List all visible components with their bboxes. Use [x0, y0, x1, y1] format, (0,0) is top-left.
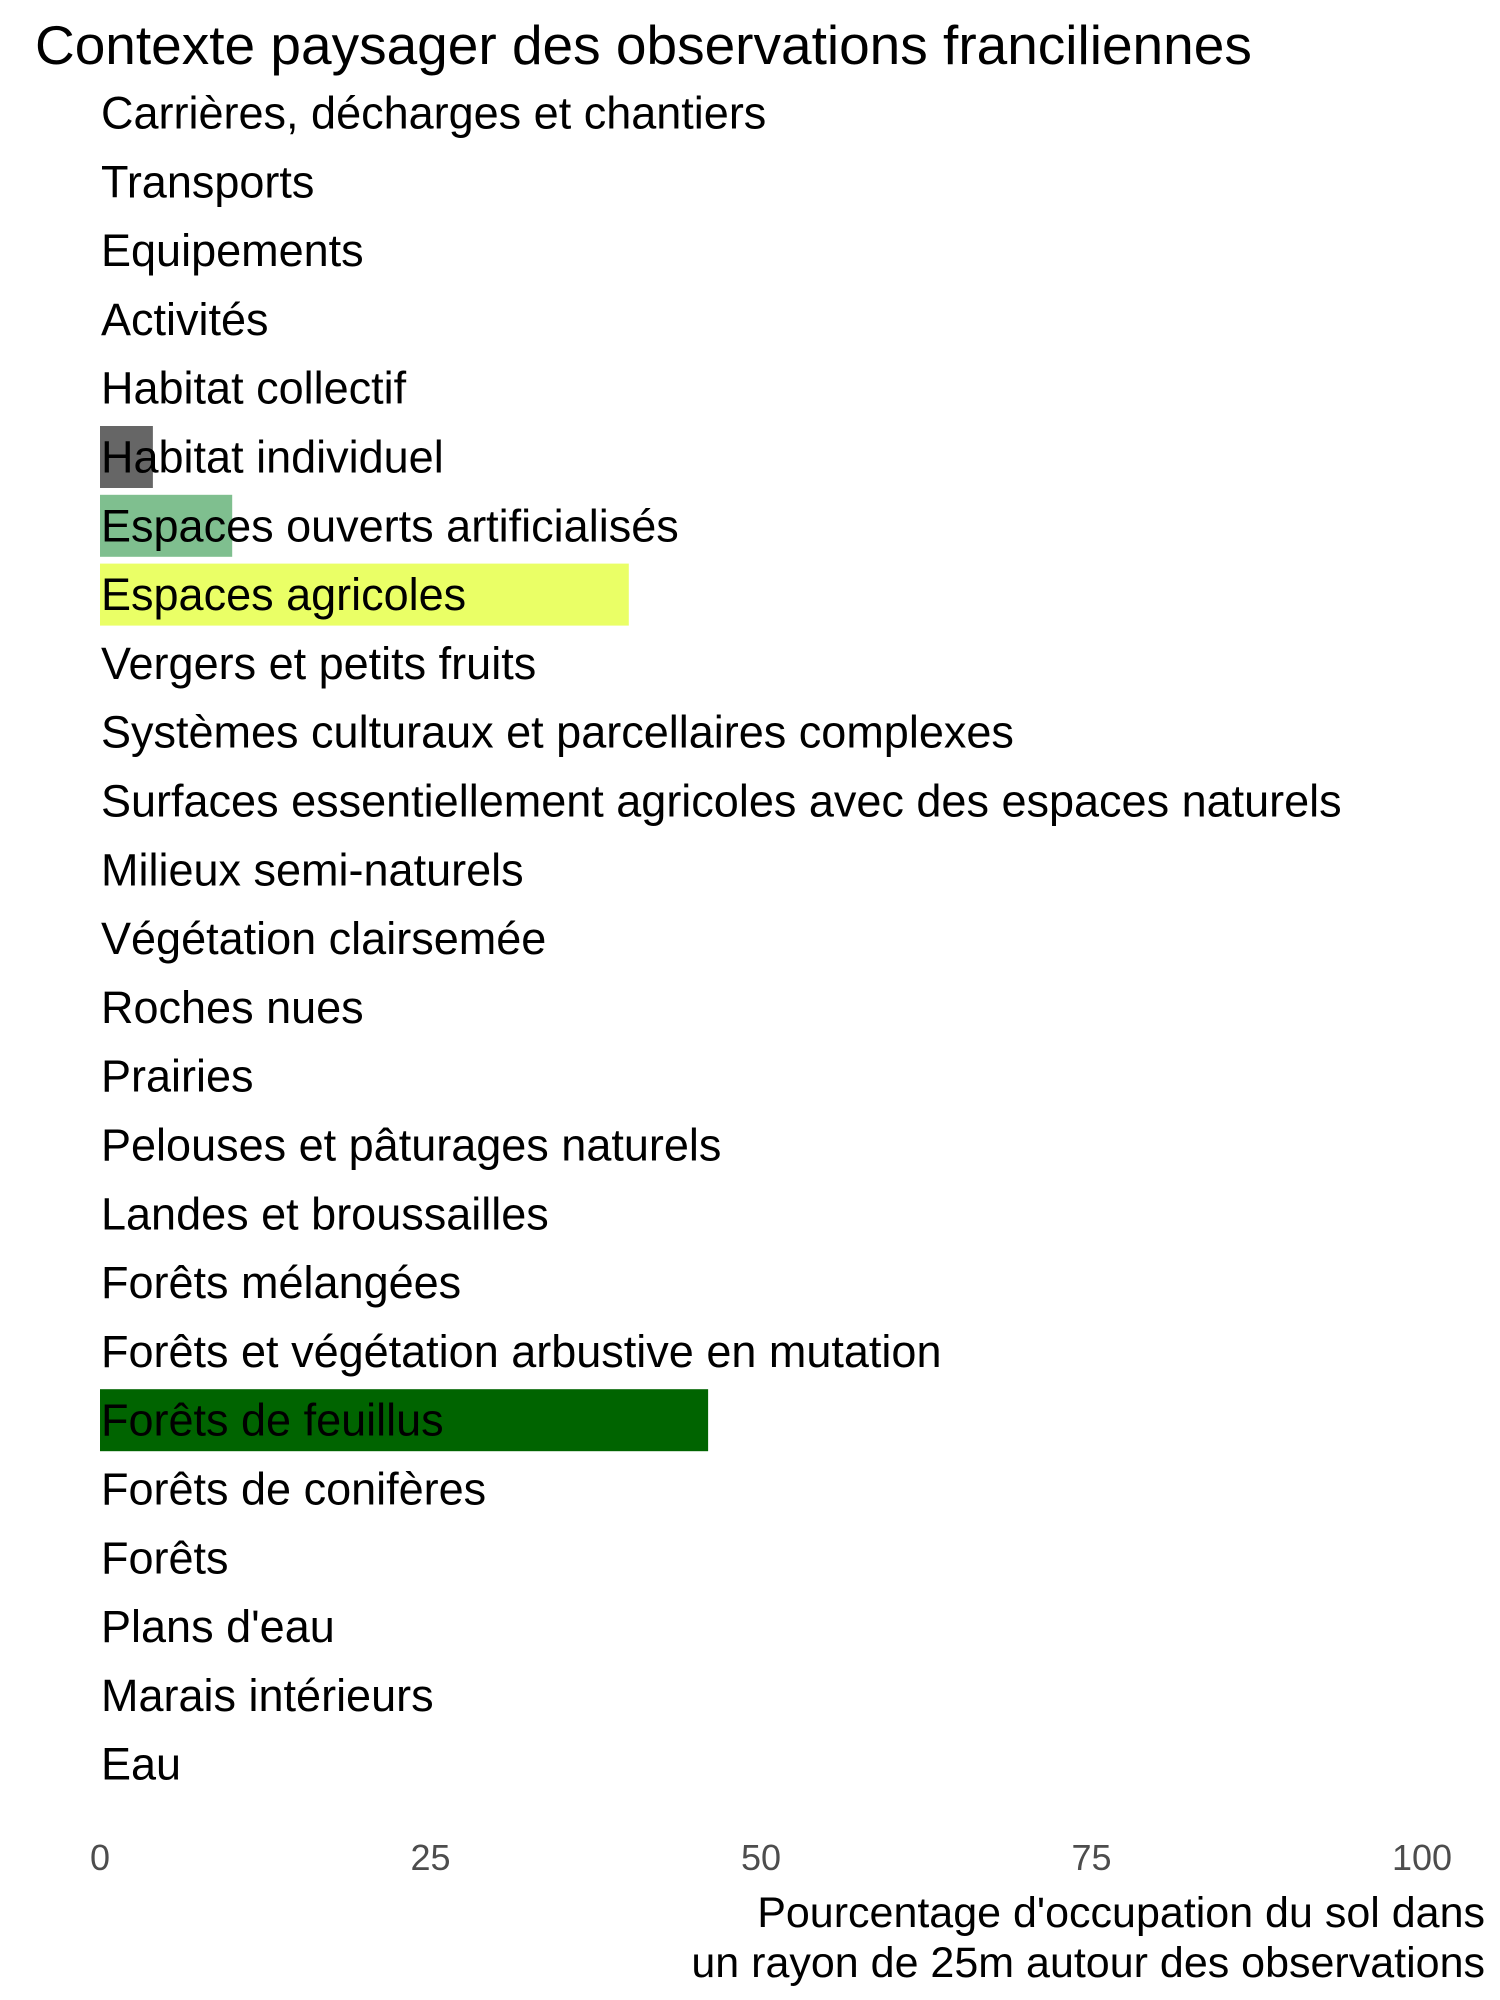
category-label: Forêts	[101, 1532, 229, 1584]
category-label: Forêts de conifères	[101, 1463, 487, 1515]
x-tick-label: 50	[740, 1837, 782, 1878]
category-label: Habitat individuel	[101, 431, 444, 483]
category-label: Forêts de feuillus	[101, 1394, 444, 1446]
category-label: Systèmes culturaux et parcellaires complexes	[101, 706, 1014, 758]
category-label: Milieux semi-naturels	[101, 844, 524, 896]
x-tick-label: 0	[89, 1837, 111, 1878]
category-label: Habitat collectif	[101, 362, 407, 414]
category-label: Eau	[101, 1738, 182, 1790]
category-label: Roches nues	[101, 981, 364, 1033]
category-label: Pelouses et pâturages naturels	[101, 1119, 722, 1171]
category-label: Surfaces essentiellement agricoles avec des espaces naturels	[101, 775, 1342, 827]
category-label: Marais intérieurs	[101, 1669, 434, 1721]
category-label: Prairies	[101, 1050, 254, 1102]
x-tick-label: 25	[410, 1837, 451, 1878]
category-label: Vergers et petits fruits	[101, 637, 537, 689]
x-tick-label: 75	[1071, 1837, 1112, 1878]
category-label: Equipements	[101, 225, 364, 277]
x-axis-title: Pourcentage d'occupation du sol dans un rayon de 25m autour des observations	[691, 1889, 1485, 1988]
category-label: Espaces agricoles	[101, 569, 467, 621]
x-tick-label: 100	[1391, 1837, 1453, 1878]
category-label: Plans d'eau	[101, 1601, 335, 1653]
chart-title: Contexte paysager des observations franciliennes	[35, 14, 1252, 76]
category-labels	[101, 88, 1342, 1790]
category-label: Végétation clairsemée	[101, 913, 547, 965]
category-label: Carrières, décharges et chantiers	[101, 87, 767, 139]
category-label: Espaces ouverts artificialisés	[101, 500, 679, 552]
category-label: Landes et broussailles	[101, 1188, 549, 1240]
category-label: Forêts et végétation arbustive en mutation	[101, 1325, 942, 1377]
category-label: Activités	[101, 293, 269, 345]
x-axis-ticks	[90, 1837, 1452, 1878]
category-label: Transports	[101, 156, 315, 208]
category-label: Forêts mélangées	[101, 1257, 462, 1309]
